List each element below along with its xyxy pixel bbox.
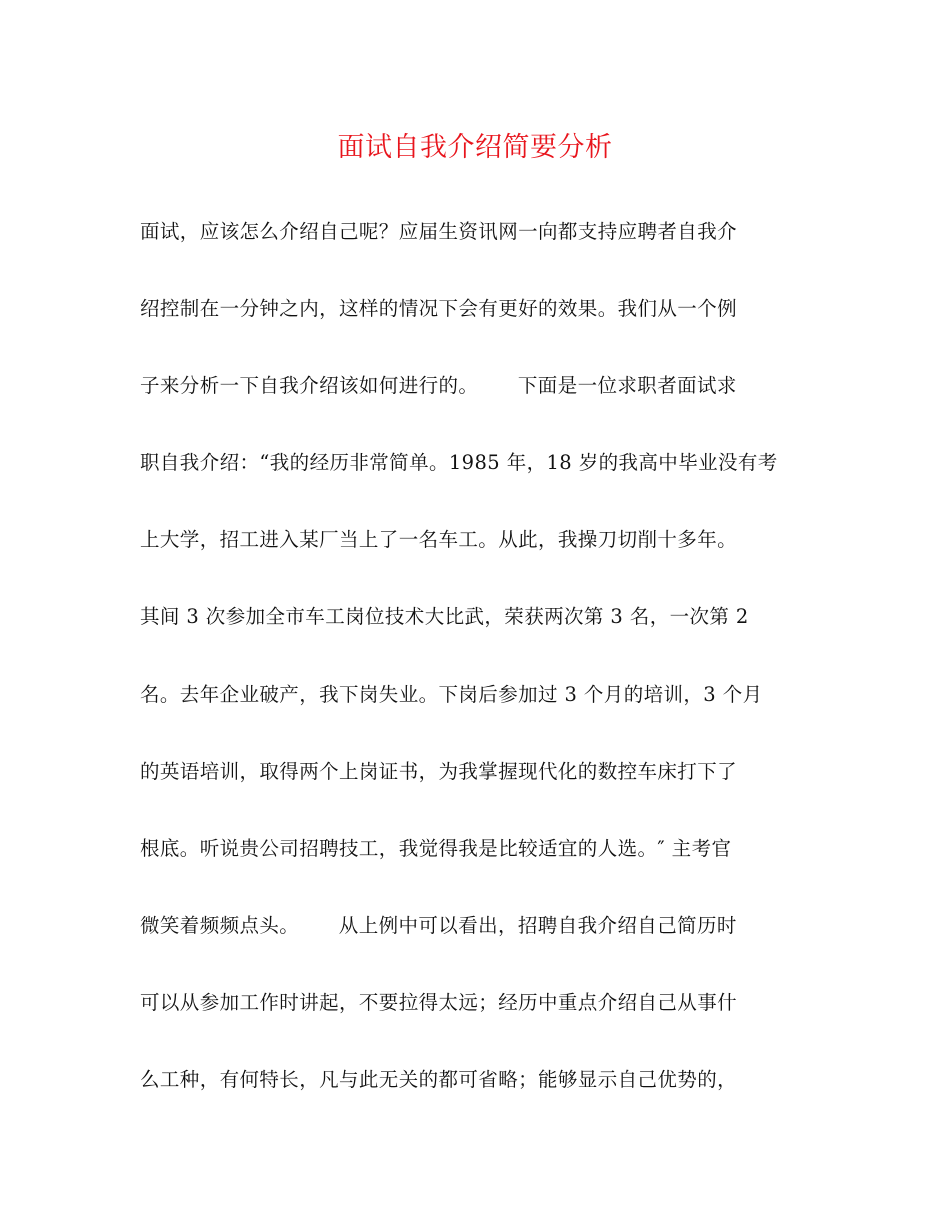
body-line: 上大学，招工进入某厂当上了一名车工。从此，我操刀切削十多年。	[140, 528, 738, 552]
body-line: 根底。听说贵公司招聘技工，我觉得我是比较适宜的人选。″ 主考官	[140, 836, 732, 860]
body-line: 其间 3 次参加全市车工岗位技术大比武，荣获两次第 3 名，一次第 2	[140, 605, 749, 629]
body-line: 可以从参加工作时讲起，不要拉得太远；经历中重点介绍自己从事什	[140, 990, 738, 1014]
body-line: 的英语培训，取得两个上岗证书，为我掌握现代化的数控车床打下了	[140, 759, 738, 783]
body-line: 名。去年企业破产，我下岗失业。下岗后参加过 3 个月的培训，3 个月	[140, 682, 763, 706]
body-line: 微笑着频频点头。 从上例中可以看出，招聘自我介绍自己简历时	[140, 913, 737, 937]
body-line: 职自我介绍：“我的经历非常简单。1985 年，18 岁的我高中毕业没有考	[140, 451, 778, 475]
document-body	[140, 210, 820, 1135]
body-line: 么工种，有何特长，凡与此无关的都可省略；能够显示自己优势的，	[140, 1068, 738, 1092]
body-line: 面试，应该怎么介绍自己呢？应届生资讯网一向都支持应聘者自我介	[140, 220, 738, 243]
body-line: 绍控制在一分钟之内，这样的情况下会有更好的效果。我们从一个例	[140, 297, 738, 321]
document-title: 面试自我介绍简要分析	[337, 132, 613, 163]
body-line: 子来分析一下自我介绍该如何进行的。 下面是一位求职者面试求	[140, 374, 737, 398]
